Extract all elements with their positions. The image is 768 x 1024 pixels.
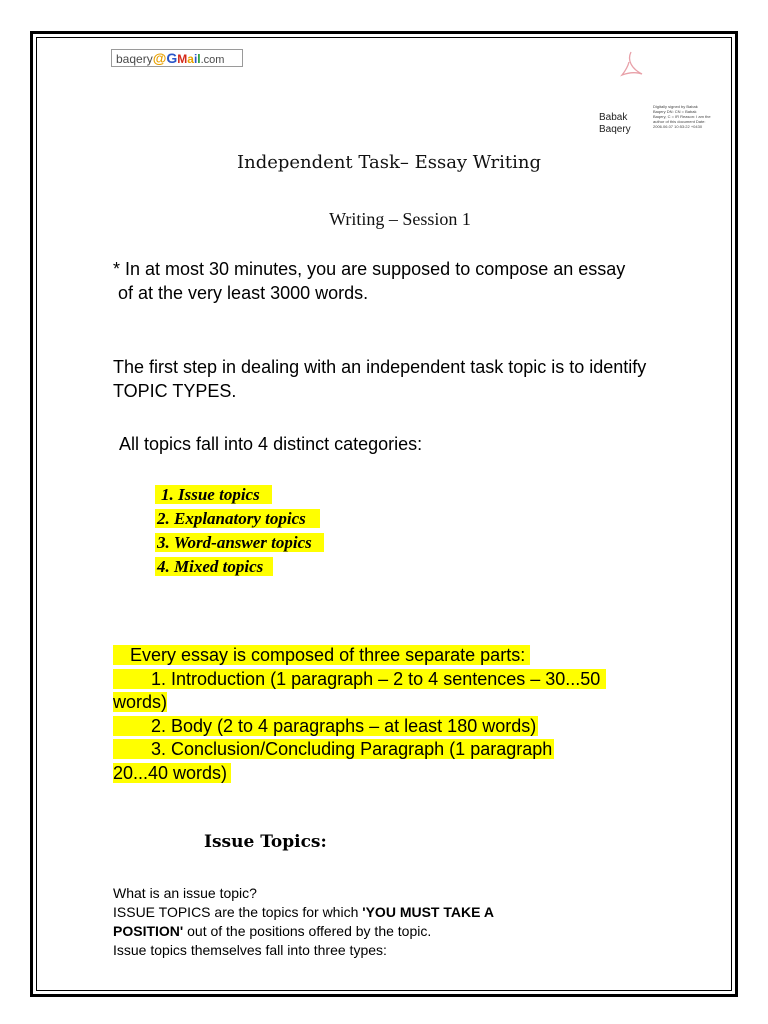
intro-paragraph: * In at most 30 minutes, you are supposed to compose an essay of at the very least 3000 words. — [113, 259, 626, 303]
gmail-letter-l: l — [197, 52, 201, 66]
email-badge — [111, 49, 243, 67]
page-subtitle: Writing – Session 1 — [329, 209, 471, 229]
page-border-inner — [36, 37, 732, 991]
essay-parts — [113, 644, 606, 786]
topic-list — [155, 483, 324, 579]
gmail-letter-i: i — [193, 52, 198, 66]
list-item: 1. Issue topics — [155, 483, 324, 507]
gmail-letter-a: a — [187, 52, 194, 66]
list-item: 2. Explanatory topics — [155, 507, 324, 531]
gmail-letter-m: M — [177, 52, 188, 66]
issue-topics-paragraph: What is an issue topic? ISSUE TOPICS are the topics for which 'YOU MUST TAKE A POSITION' out of the positions offered by the topic. Issue topics themselves fall into three types: — [113, 885, 494, 958]
first-step-paragraph: The first step in dealing with an independent task topic is to identify TOPIC TYPES. — [113, 357, 647, 401]
email-at: @ — [152, 50, 167, 66]
list-item-cont: words) — [113, 692, 168, 713]
list-item: 4. Mixed topics — [155, 555, 324, 579]
list-item: 3. Word-answer topics — [155, 531, 324, 555]
signer-name: Babak Baqery — [599, 112, 631, 135]
page-title: Independent Task– Essay Writing — [237, 152, 541, 173]
signature-details: Digitally signed by Babak Baqery DN: CN = Babak Baqery, C = IR Reason: I am the author of this document Date: 2006.06.07 10:53:22 +0430 — [653, 104, 711, 129]
email-domain: .com — [200, 54, 225, 66]
acrobat-signature-icon — [616, 50, 646, 78]
email-user: baqery — [116, 52, 153, 66]
parts-intro: Every essay is composed of three separate parts: — [113, 644, 606, 668]
list-item: 1. Introduction (1 paragraph – 2 to 4 sentences – 30...50 — [113, 668, 606, 692]
list-item: 2. Body (2 to 4 paragraphs – at least 180 words) — [113, 715, 606, 739]
section-heading-issue-topics: Issue Topics: — [204, 832, 327, 852]
categories-intro: All topics fall into 4 distinct categories: — [119, 434, 423, 454]
list-item: 3. Conclusion/Concluding Paragraph (1 paragraph — [113, 738, 606, 762]
gmail-letter-g: G — [166, 50, 178, 66]
list-item-cont: 20...40 words) — [113, 762, 606, 786]
